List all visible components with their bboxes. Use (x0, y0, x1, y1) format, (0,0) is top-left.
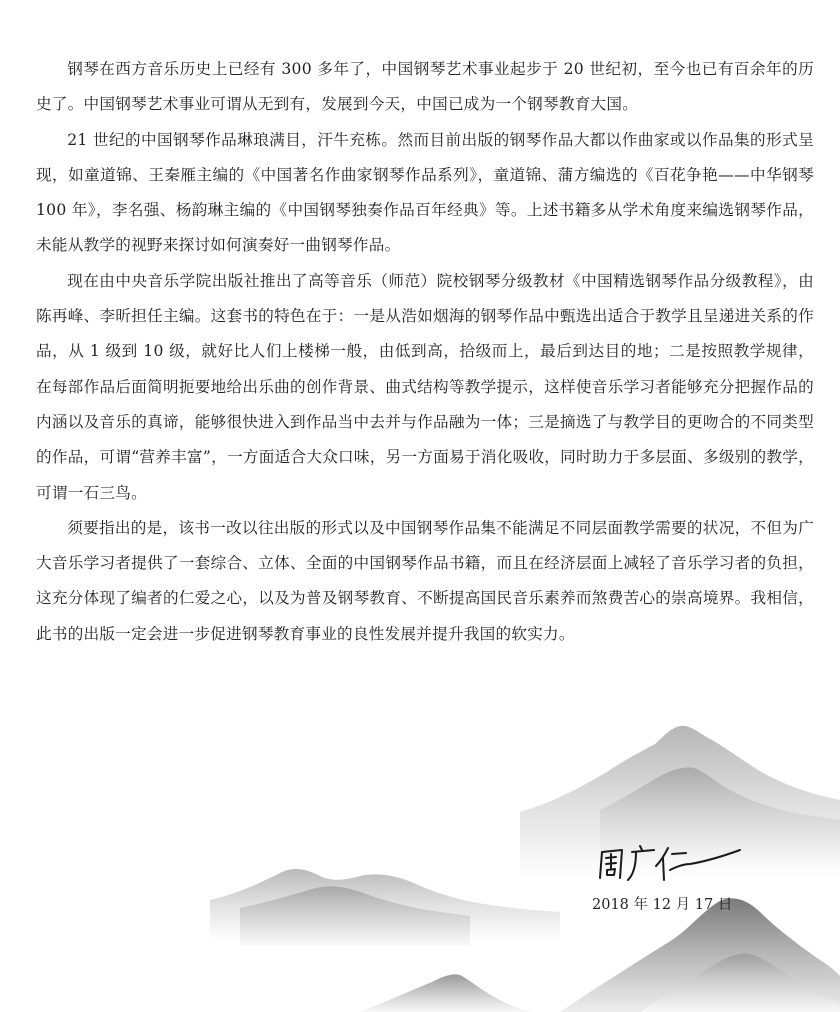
mountain-ridge-bottom-left (360, 974, 532, 1012)
mountain-ridge-bottom-right (560, 898, 840, 1012)
paragraph: 钢琴在西方音乐历史上已经有 300 多年了，中国钢琴艺术事业起步于 20 世纪初，至今也已有百余年的历史了。中国钢琴艺术事业可谓从无到有，发展到今天，中国已成为一个钢琴教育大国。 (36, 60, 814, 114)
handwritten-signature (592, 838, 752, 886)
paragraph: 现在由中央音乐学院出版社推出了高等音乐（师范）院校钢琴分级教材《中国精选钢琴作品分级教程》，由陈再峰、李昕担任主编。这套书的特色在于：一是从浩如烟海的钢琴作品中甄选出适合于教学且呈递进关系的作品，从 1 级到 10 级，就好比人们上楼梯一般，由低到高，拾级而上，最后到达目的地；二是按照教学规律，在每部作品后面简明扼要地给出乐曲的创作背景、曲式结构等教学提示，这样使音乐学习者能够充分把握作品的内涵以及音乐的真谛，能够很快进入到作品当中去并与作品融为一体；三是摘选了与教学目的更吻合的不同类型的作品，可谓“营养丰富”，一方面适合大众口味，另一方面易于消化吸收，同时助力于多层面、多级别的教学，可谓一石三鸟。 (36, 271, 814, 502)
paragraph: 21 世纪的中国钢琴作品琳琅满目，汗牛充栋。然而目前出版的钢琴作品大都以作曲家或以作品集的形式呈现，如童道锦、王秦雁主编的《中国著名作曲家钢琴作品系列》，童道锦、蒲方编选的《百花争艳——中华钢琴 100 年》，李名强、杨韵琳主编的《中国钢琴独奏作品百年经典》等。上述书籍多从学术角度来编选钢琴作品，未能从教学的视野来探讨如何演奏好一曲钢琴作品。 (36, 130, 814, 255)
paragraph: 须要指出的是，该书一改以往出版的形式以及中国钢琴作品集不能满足不同层面教学需要的状况，不但为广大音乐学习者提供了一套综合、立体、全面的中国钢琴作品书籍，而且在经济层面上减轻了音乐学习者的负担，这充分体现了编者的仁爱之心，以及为普及钢琴教育、不断提高国民音乐素养而煞费苦心的崇高境界。我相信，此书的出版一定会进一步促进钢琴教育事业的良性发展并提升我国的软实力。 (36, 518, 814, 643)
signature-date: 2018 年 12 月 17 日 (592, 897, 733, 913)
mountain-ridge-middle (210, 869, 560, 945)
preface-body (36, 52, 814, 652)
